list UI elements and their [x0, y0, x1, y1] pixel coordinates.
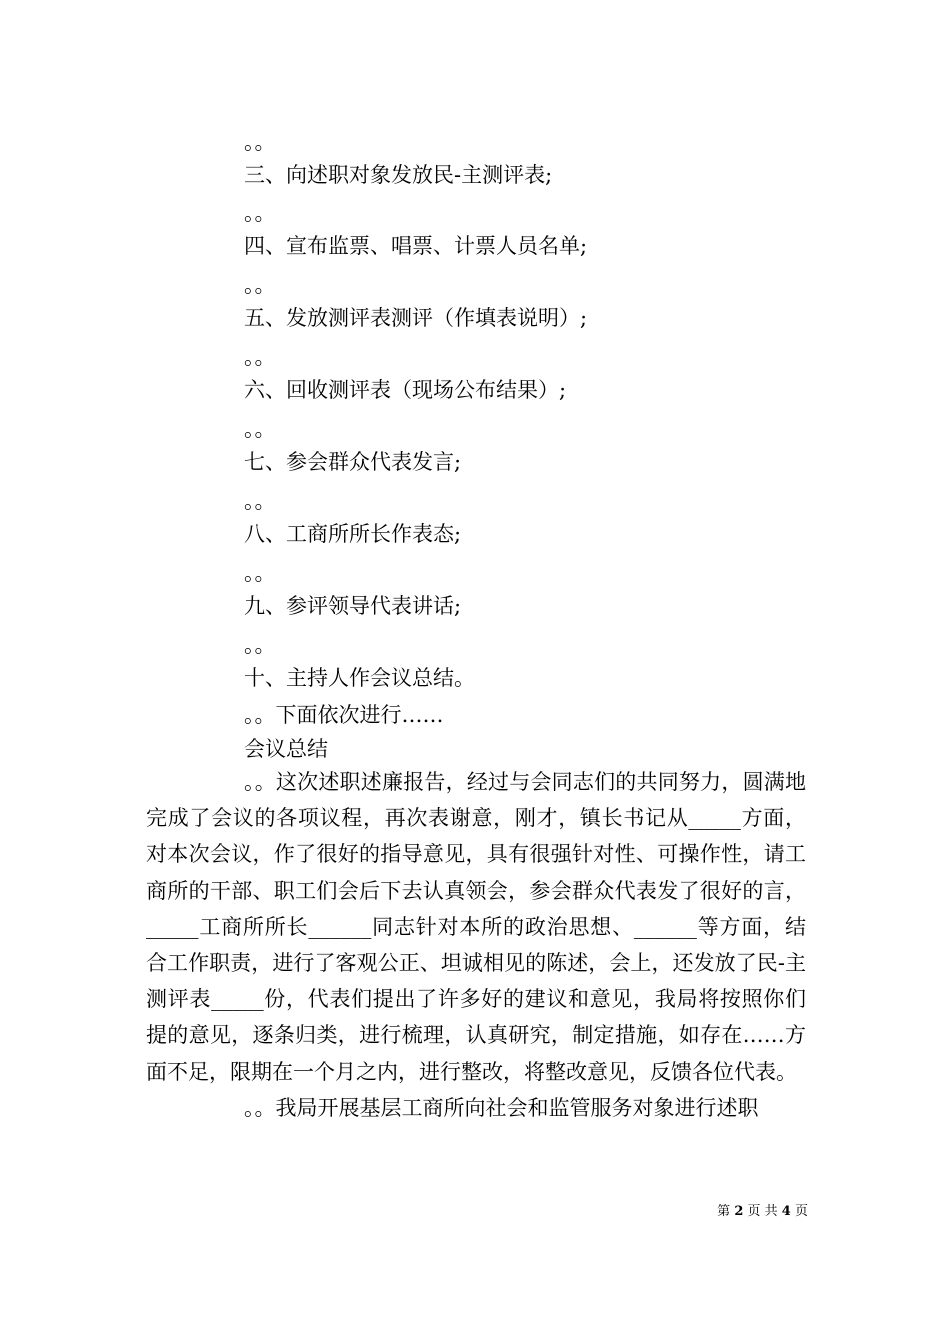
agenda-line: 。。 [244, 345, 276, 369]
agenda-line: 。。 [244, 633, 276, 657]
agenda-line: 。。 [244, 273, 276, 297]
footer-page-number: 2 [734, 1204, 744, 1219]
agenda-line: 八、工商所所长作表态; [244, 522, 462, 546]
agenda-line: 十、主持人作会议总结。 [244, 666, 475, 690]
paragraph: 。。我局开展基层工商所向社会和监管服务对象进行述职 [244, 1095, 759, 1120]
footer-prefix: 第 [717, 1204, 731, 1219]
paragraph: 。。这次述职述廉报告，经过与会同志们的共同努力，圆满地完成了会议的各项议程，再次表谢意，刚才，镇长书记从_____方面，对本次会议，作了很好的指导意见，具有很强针对性、可操作性，请工商所的干部、职工们会后下去认真领会，参会群众代表发了很好的言，_____工商所所长______同志针对本所的政治思想、______等方面，结合工作职责，进行了客观公正、坦诚相见的陈述，会上，还发放了民-主测评表_____份，代表们提出了许多好的建议和意见，我局将按照你们提的意见，逐条归类，进行梳理，认真研究，制定措施，如存在……方面不足，限期在一个月之内，进行整改，将整改意见，反馈各位代表。 [146, 770, 806, 1084]
agenda-line: 七、参会群众代表发言; [244, 450, 462, 474]
section-heading: 会议总结 [244, 737, 328, 761]
agenda-line: 。。 [244, 489, 276, 513]
footer-page-total: 4 [781, 1204, 791, 1219]
agenda-line: 。。 [244, 417, 276, 441]
agenda-line: 九、参评领导代表讲话; [244, 594, 462, 618]
agenda-line: 四、宣布监票、唱票、计票人员名单; [244, 234, 588, 258]
agenda-line: 五、发放测评表测评（作填表说明）; [244, 306, 588, 330]
agenda-line: 三、向述职对象发放民-主测评表; [244, 163, 553, 187]
footer-middle: 页 共 [747, 1204, 778, 1219]
agenda-line: 六、回收测评表（现场公布结果）; [244, 378, 567, 402]
footer-suffix: 页 [794, 1204, 808, 1219]
agenda-line: 。。下面依次进行…… [244, 703, 444, 727]
page-footer [700, 1203, 808, 1221]
body-text [146, 764, 806, 1126]
agenda-line: 。。 [244, 561, 276, 585]
agenda-line: 。。 [244, 201, 276, 225]
agenda-line: 。。 [244, 130, 276, 154]
